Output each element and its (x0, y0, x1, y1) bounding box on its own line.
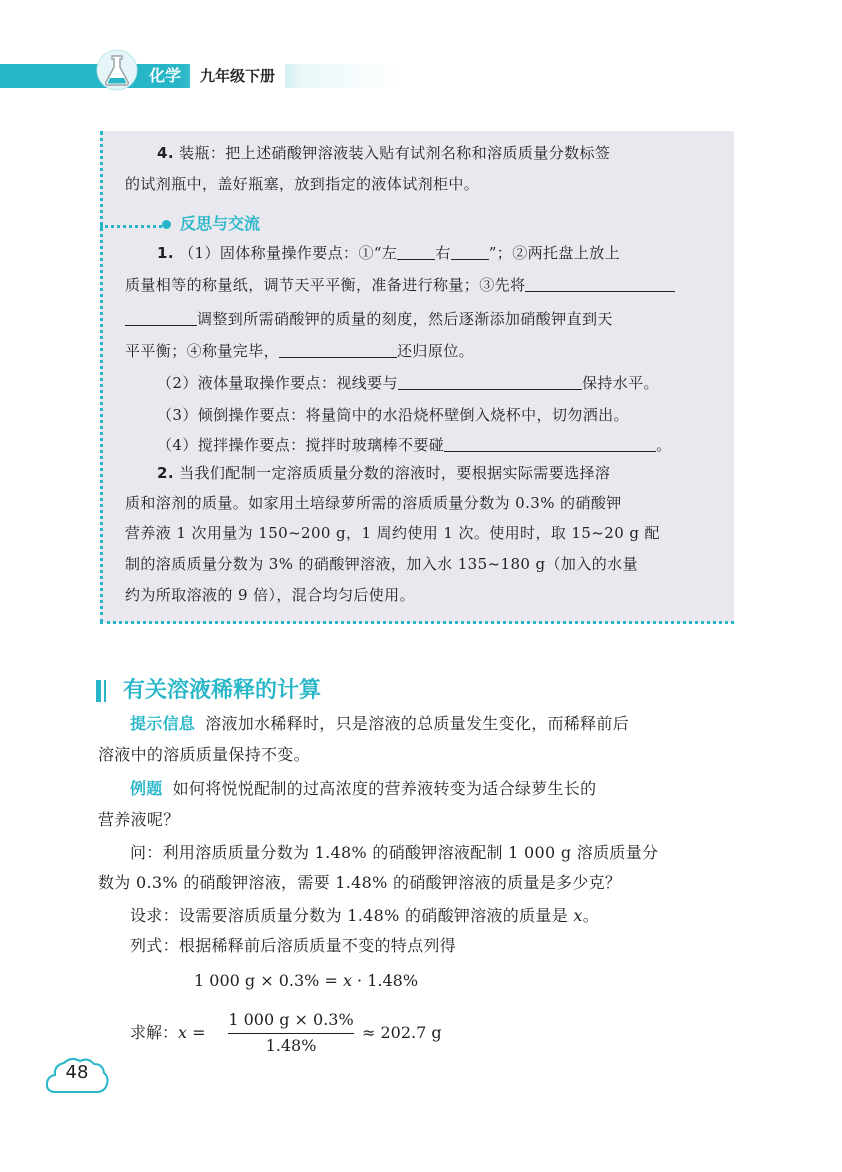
flask-icon (95, 48, 139, 92)
section-bullet-icon (162, 220, 171, 229)
equation-1: 1 000 g × 0.3% = x · 1.48% (194, 971, 419, 990)
q2-line4: 制的溶质质量分数为 3% 的硝酸钾溶液，加入水 135~180 g（加入的水量 (125, 555, 638, 573)
blank-return[interactable] (279, 341, 397, 358)
heading-marker-icon (96, 680, 110, 702)
blank-stir[interactable] (444, 435, 656, 452)
let-line: 设求：设需要溶质质量分数为 1.48% 的硝酸钾溶液的质量是 x。 (130, 906, 600, 925)
step4-line1: 4. 装瓶：把上述硝酸钾溶液装入贴有试剂名称和溶质质量分数标签 (157, 144, 611, 162)
q1-4-line: （4）搅拌操作要点：搅拌时玻璃棒不要碰 。 (157, 436, 672, 454)
header-subject: 化学 (149, 66, 182, 85)
q2-line5: 约为所取溶液的 9 倍），混合均匀后使用。 (125, 586, 415, 604)
tip-line2: 溶液中的溶质质量保持不变。 (98, 745, 310, 764)
q1-2-line: （2）液体量取操作要点：视线要与 保持水平。 (157, 374, 659, 392)
section-title-reflection: 反思与交流 (180, 214, 261, 233)
q1-line4: 平平衡；④称量完毕， 还归原位。 (125, 342, 475, 360)
q1-line1: 1. （1）固体称量操作要点：①“左 右 ”；②两托盘上放上 (157, 244, 621, 262)
blank-sight-line[interactable] (398, 373, 582, 390)
q2-line2: 质和溶剂的质量。如家用土培绿萝所需的溶质质量分数为 0.3% 的硝酸钾 (125, 494, 622, 512)
section-dotted-leader (100, 225, 162, 228)
fraction-numerator: 1 000 g × 0.3% (228, 1009, 354, 1034)
formula-line: 列式：根据稀释前后溶质质量不变的特点列得 (130, 936, 457, 955)
q1-3-line: （3）倾倒操作要点：将量筒中的水沿烧杯壁倒入烧杯中，切勿洒出。 (157, 406, 629, 424)
tip-line1: 提示信息 溶液加水稀释时，只是溶液的总质量发生变化，而稀释前后 (130, 714, 630, 733)
box-dotted-border-bottom (100, 621, 734, 624)
q1-line2: 质量相等的称量纸，调节天平平衡，准备进行称量；③先将 (125, 273, 725, 297)
example-line1: 例题 如何将悦悦配制的过高浓度的营养液转变为适合绿萝生长的 (130, 779, 597, 798)
step4-line2: 的试剂瓶中，盖好瓶塞，放到指定的液体试剂柜中。 (125, 175, 480, 193)
blank-right[interactable] (451, 243, 489, 260)
example-line2: 营养液呢？ (98, 810, 180, 829)
q2-line3: 营养液 1 次用量为 150~200 g，1 周约使用 1 次。使用时，取 15~20 g 配 (125, 524, 660, 542)
solve-line: 求解：x = (130, 1023, 206, 1042)
section-heading: 有关溶液稀释的计算 (123, 678, 322, 703)
fraction-denominator: 1.48% (265, 1036, 317, 1055)
solve-fraction (228, 1009, 354, 1058)
box-dotted-border-left (100, 131, 103, 623)
blank-weigh-1[interactable] (525, 275, 675, 292)
tip-label: 提示信息 (130, 714, 196, 733)
header-grade: 九年级下册 (190, 64, 285, 88)
blank-weigh-2[interactable] (125, 309, 197, 326)
q1-line3: 调整到所需硝酸钾的质量的刻度，然后逐渐添加硝酸钾直到天 (125, 307, 725, 331)
solve-result: ≈ 202.7 g (362, 1023, 442, 1042)
question-line1: 问：利用溶质质量分数为 1.48% 的硝酸钾溶液配制 1 000 g 溶质质量分 (130, 843, 659, 862)
page-number: 48 (65, 1062, 89, 1083)
question-line2: 数为 0.3% 的硝酸钾溶液，需要 1.48% 的硝酸钾溶液的质量是多少克？ (98, 873, 622, 892)
example-label: 例题 (130, 779, 163, 798)
blank-left[interactable] (397, 243, 435, 260)
q2-line1: 2. 当我们配制一定溶质质量分数的溶液时，要根据实际需要选择溶 (157, 464, 611, 482)
